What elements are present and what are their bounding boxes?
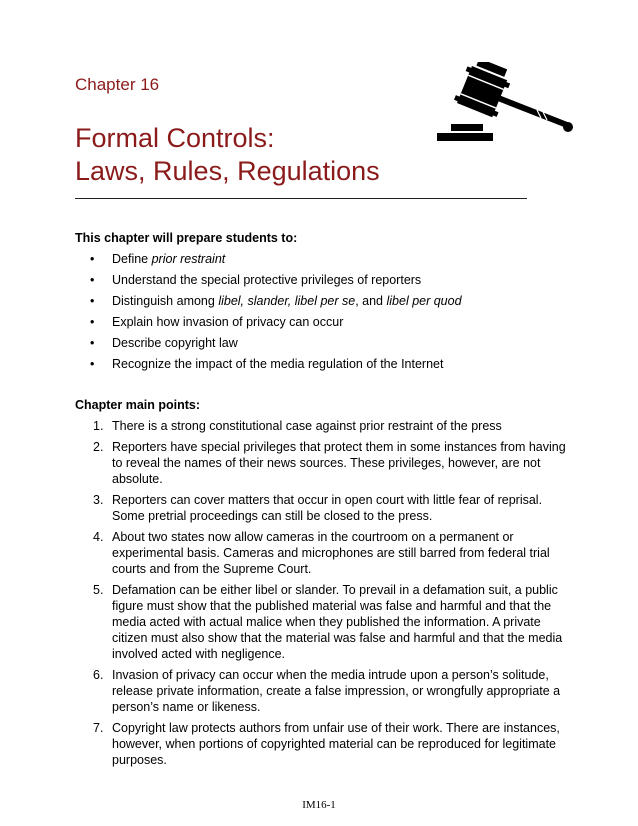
main-points-list [75, 418, 575, 768]
bullet-icon: • [90, 336, 95, 350]
objective-item [75, 335, 575, 351]
objective-text: libel per quod [386, 294, 462, 308]
objective-text: prior restraint [151, 252, 226, 266]
objective-text: Recognize the impact of the media regulation of the Internet [112, 357, 444, 371]
main-point-number: 6. [93, 668, 104, 682]
objective-item [75, 251, 575, 267]
main-point-item [75, 720, 575, 768]
main-points-section [75, 397, 575, 773]
objective-text: , and [355, 294, 387, 308]
gavel-icon [433, 62, 573, 146]
main-point-text: About two states now allow cameras in the courtroom on a permanent or experimental basis. Cameras and microphones are still barred from federal trial courts and from the Supreme Court. [112, 530, 550, 576]
main-point-item [75, 418, 575, 434]
main-point-item [75, 492, 575, 524]
page-number: IM16-1 [302, 799, 336, 811]
main-point-number: 5. [93, 583, 104, 597]
title-divider [75, 198, 527, 199]
objectives-list [75, 251, 575, 372]
main-point-item [75, 439, 575, 487]
chapter-label: Chapter 16 [75, 75, 160, 94]
main-point-number: 1. [93, 419, 104, 433]
main-point-item [75, 667, 575, 715]
main-point-number: 4. [93, 530, 104, 544]
main-point-text: Reporters can cover matters that occur in open court with little fear of reprisal. Some pretrial proceedings can still be closed to the press. [112, 493, 543, 523]
objective-text: libel, slander, libel per se [218, 294, 356, 308]
main-point-text: Invasion of privacy can occur when the media intrude upon a person’s solitude, release private information, create a false impression, or wrongfully appropriate a person’s name or likeness. [112, 668, 561, 714]
main-point-text: Reporters have special privileges that protect them in some instances from having to reveal the names of their news sources. These privileges, however, are not absolute. [112, 440, 566, 486]
objective-item [75, 314, 575, 330]
main-point-number: 3. [93, 493, 104, 507]
main-point-text: There is a strong constitutional case against prior restraint of the press [112, 419, 502, 433]
title-line-1: Formal Controls: [75, 123, 275, 153]
page-title [75, 122, 380, 188]
objective-text: Understand the special protective privileges of reporters [112, 273, 422, 287]
bullet-icon: • [90, 273, 95, 287]
objectives-section [75, 230, 575, 377]
main-point-item [75, 529, 575, 577]
main-point-item [75, 582, 575, 662]
main-point-text: Defamation can be either libel or slander. To prevail in a defamation suit, a public figure must show that the published material was false and harmful and that the media acted with actual malice when they published the information. A private citizen must also show that the material was false and harmful and that the media involved acted with negligence. [112, 583, 563, 661]
objective-item [75, 293, 575, 309]
main-point-number: 2. [93, 440, 104, 454]
objective-item [75, 272, 575, 288]
bullet-icon: • [90, 315, 95, 329]
main-point-text: Copyright law protects authors from unfair use of their work. There are instances, however, when portions of copyrighted material can be reproduced for legitimate purposes. [112, 721, 560, 767]
objective-text: Explain how invasion of privacy can occur [112, 315, 344, 329]
main-points-heading: Chapter main points: [75, 398, 201, 412]
bullet-icon: • [90, 252, 95, 266]
bullet-icon: • [90, 294, 95, 308]
objective-text: Distinguish among [112, 294, 219, 308]
objective-item [75, 356, 575, 372]
main-point-number: 7. [93, 721, 104, 735]
title-line-2: Laws, Rules, Regulations [75, 156, 380, 186]
bullet-icon: • [90, 357, 95, 371]
objective-text: Define [112, 252, 152, 266]
objectives-heading: This chapter will prepare students to: [75, 231, 298, 245]
objective-text: Describe copyright law [112, 336, 238, 350]
